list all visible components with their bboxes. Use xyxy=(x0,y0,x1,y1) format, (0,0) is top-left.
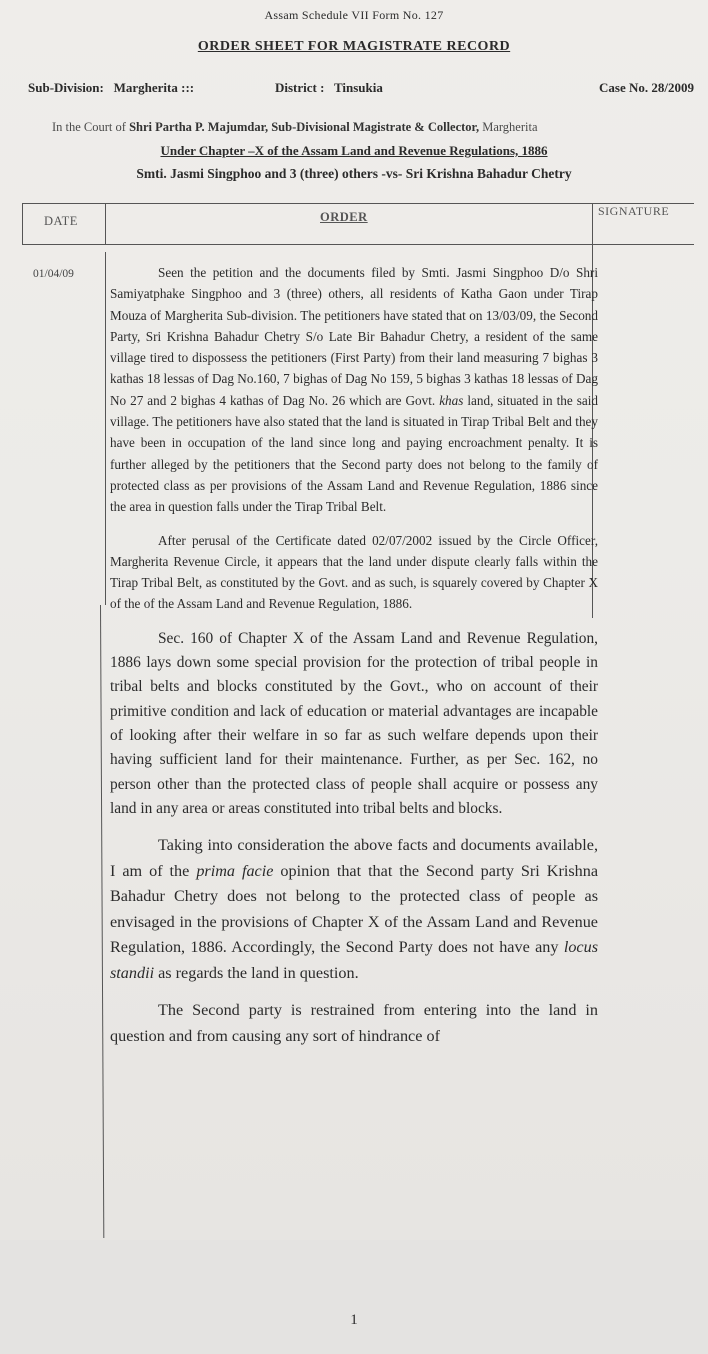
subdivision: Sub-Division: Margherita ::: xyxy=(28,80,195,95)
chapter-line: Under Chapter –X of the Assam Land and Revenue Regulations, 1886 xyxy=(160,143,548,158)
form-number: Assam Schedule VII Form No. 127 xyxy=(264,8,444,22)
order-paragraph-5: The Second party is restrained from entering into the land in question and from causing any sort of hindrance of xyxy=(110,1001,598,1045)
order-paragraph-4: Taking into consideration the above facts and documents available, I am of the prima facie opinion that that the Second party Sri Krishna Bahadur Chetry does not belong to the protected class of people as envisaged in the provisions of Chapter X of the Assam Land and Revenue Regulation, 1886. Accordingly, the Second Party does not have any locus standii as regards the land in question. xyxy=(110,836,599,982)
date-column-rule-lower xyxy=(100,605,105,1238)
order-text xyxy=(110,262,598,1061)
district: District : Tinsukia xyxy=(275,80,383,95)
document-title: ORDER SHEET FOR MAGISTRATE RECORD xyxy=(197,39,511,54)
case-number: Case No. 28/2009 xyxy=(599,80,694,95)
order-paragraph-1: Seen the petition and the documents filed by Smti. Jasmi Singphoo D/o Shri Samiyatphake Singphoo and 3 (three) others, all residents of Katha Gaon under Tirap Mouza of Margherita Sub-division. The petitioners have stated that on 13/03/09, the Second Party, Sri Krishna Bahadur Chetry S/o Late Bir Bahadur Chetry, a resident of the same village tired to dispossess the petitioners (First Party) from their land measuring 7 bighas 3 kathas 18 lessas of Dag No.160, 7 bighas of Dag No 159, 5 bighas 3 kathas 18 lessas of Dag No 27 and 2 bighas 4 kathas of Dag No. 26 which are Govt. khas land, situated in the said village. The petitioners have also stated that the land is situated in Tirap Tribal Belt and they have been in occupation of the land since long and paying encroachment penalty. It is further alleged by the petitioners that the Second party does not belong to the family of protected class as per provisions of the Assam Land and Revenue Regulation, 1886 since the area in question falls under the Tirap Tribal Belt. xyxy=(110,265,598,515)
page-footer-area xyxy=(0,1240,708,1354)
table-top-rule xyxy=(22,203,694,204)
order-date: 01/04/09 xyxy=(33,268,74,280)
table-left-rule xyxy=(22,203,23,245)
order-paragraph-3: Sec. 160 of Chapter X of the Assam Land and Revenue Regulation, 1886 lays down some special provision for the protection of tribal people in tribal belts and blocks constituted by the Govt., who on account of their primitive condition and lack of education or material advantages are incapable of looking after their welfare in so far as such welfare depends upon their having sufficient land for their maintenance. Further, as per Sec. 162, no person other than the protected class of people shall acquire or possess any land in any area or areas constituted into tribal belts and blocks. xyxy=(110,629,598,817)
parties-line: Smti. Jasmi Singphoo and 3 (three) others -vs- Sri Krishna Bahadur Chetry xyxy=(136,166,572,181)
date-column-rule xyxy=(105,252,106,605)
signature-column-header: SIGNATURE xyxy=(598,204,670,218)
court-line: In the Court of Shri Partha P. Majumdar, Sub-Divisional Magistrate & Collector, Margherita xyxy=(52,120,538,134)
order-column-header: ORDER xyxy=(320,210,368,224)
order-paragraph-2: After perusal of the Certificate dated 02/07/2002 issued by the Circle Officer, Margherita Revenue Circle, it appears that the land under dispute clearly falls within the Tirap Tribal Belt, as constituted by the Govt. and as such, is squarely covered by Chapter X of the of the Assam Land and Revenue Regulation, 1886. xyxy=(110,532,598,612)
date-column-rule-top xyxy=(105,203,106,245)
page-number: 1 xyxy=(350,1312,358,1328)
date-column-header: DATE xyxy=(44,214,78,228)
table-header-rule xyxy=(22,244,694,245)
